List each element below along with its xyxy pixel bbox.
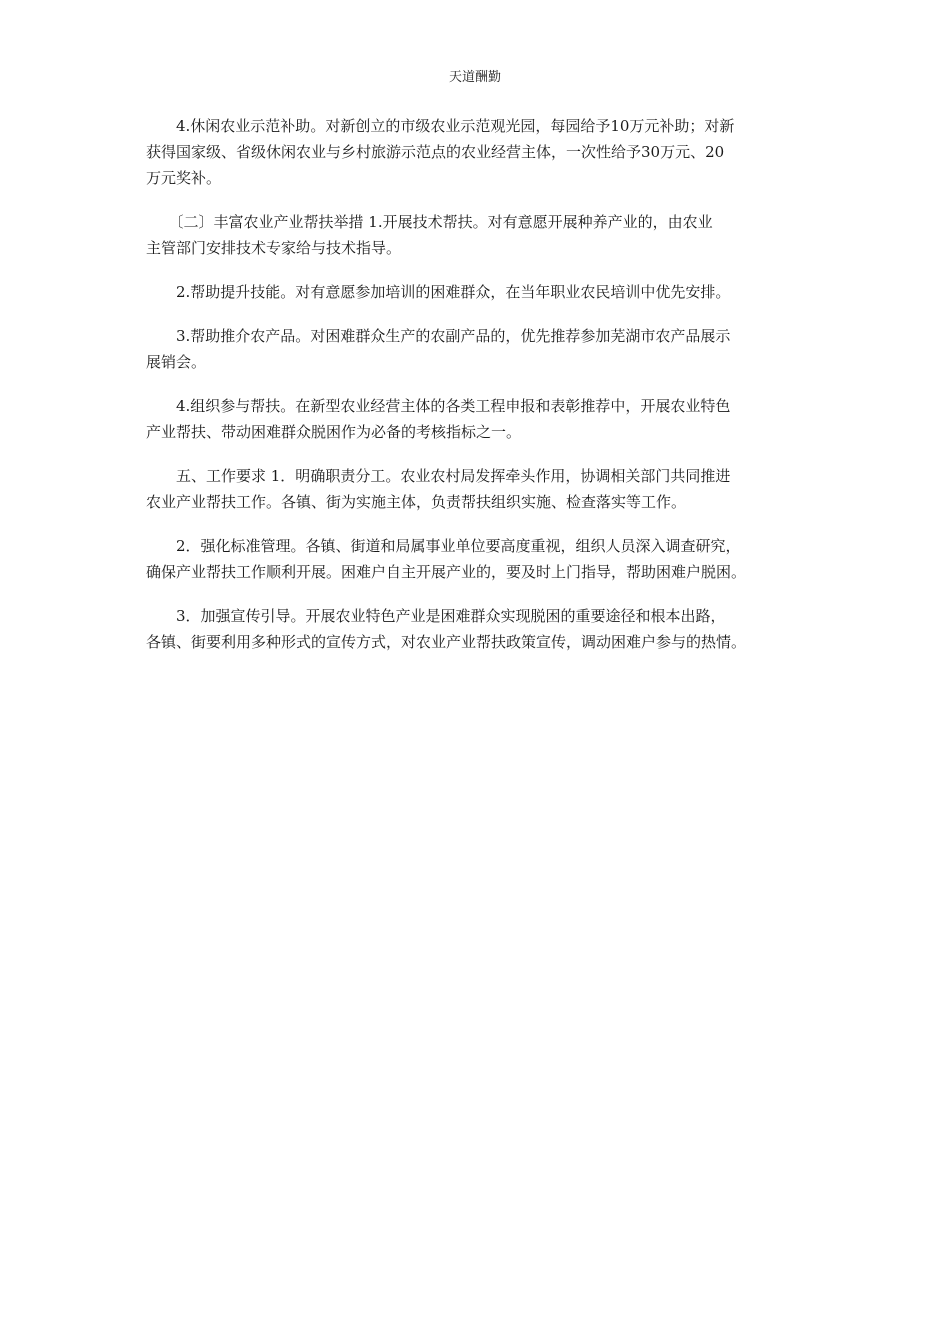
page-header: 天道酬勤 [448, 70, 501, 85]
paragraph-skill-improvement: 2.帮助提升技能。对有意愿参加培训的困难群众，在当年职业农民培训中优先安排。 [146, 283, 731, 301]
paragraph-publicity-guidance: 3．加强宣传引导。开展农业特色产业是困难群众实现脱困的重要途径和根本出路， 各镇、街要利用多种形式的宣传方式，对农业产业帮扶政策宣传，调动困难户参与的热情。 [146, 607, 747, 651]
paragraph-standard-management: 2．强化标准管理。各镇、街道和局属事业单位要高度重视，组织人员深入调查研究， 确保产业帮扶工作顺利开展。困难户自主开展产业的，要及时上门指导，帮助困难户脱困。 [146, 537, 747, 581]
paragraph-work-requirements: 五、工作要求 1．明确职责分工。农业农村局发挥牵头作用，协调相关部门共同推进 农业产业帮扶工作。各镇、街为实施主体，负责帮扶组织实施、检查落实等工作。 [146, 467, 731, 511]
document-body [146, 113, 814, 673]
paragraph-technical-assistance: 〔二〕丰富农业产业帮扶举措 1.开展技术帮扶。对有意愿开展种养产业的，由农业 主管部门安排技术专家给与技术指导。 [146, 213, 713, 257]
paragraph-organized-assistance: 4.组织参与帮扶。在新型农业经营主体的各类工程申报和表彰推荐中，开展农业特色 产业帮扶、带动困难群众脱困作为必备的考核指标之一。 [146, 397, 731, 441]
paragraph-product-promotion: 3.帮助推介农产品。对困难群众生产的农副产品的，优先推荐参加芜湖市农产品展示 展销会。 [146, 327, 731, 371]
paragraph-leisure-agriculture-subsidy: 4.休闲农业示范补助。对新创立的市级农业示范观光园，每园给予10万元补助；对新 获得国家级、省级休闲农业与乡村旅游示范点的农业经营主体，一次性给予30万元、20 万元奖补。 [146, 117, 735, 187]
